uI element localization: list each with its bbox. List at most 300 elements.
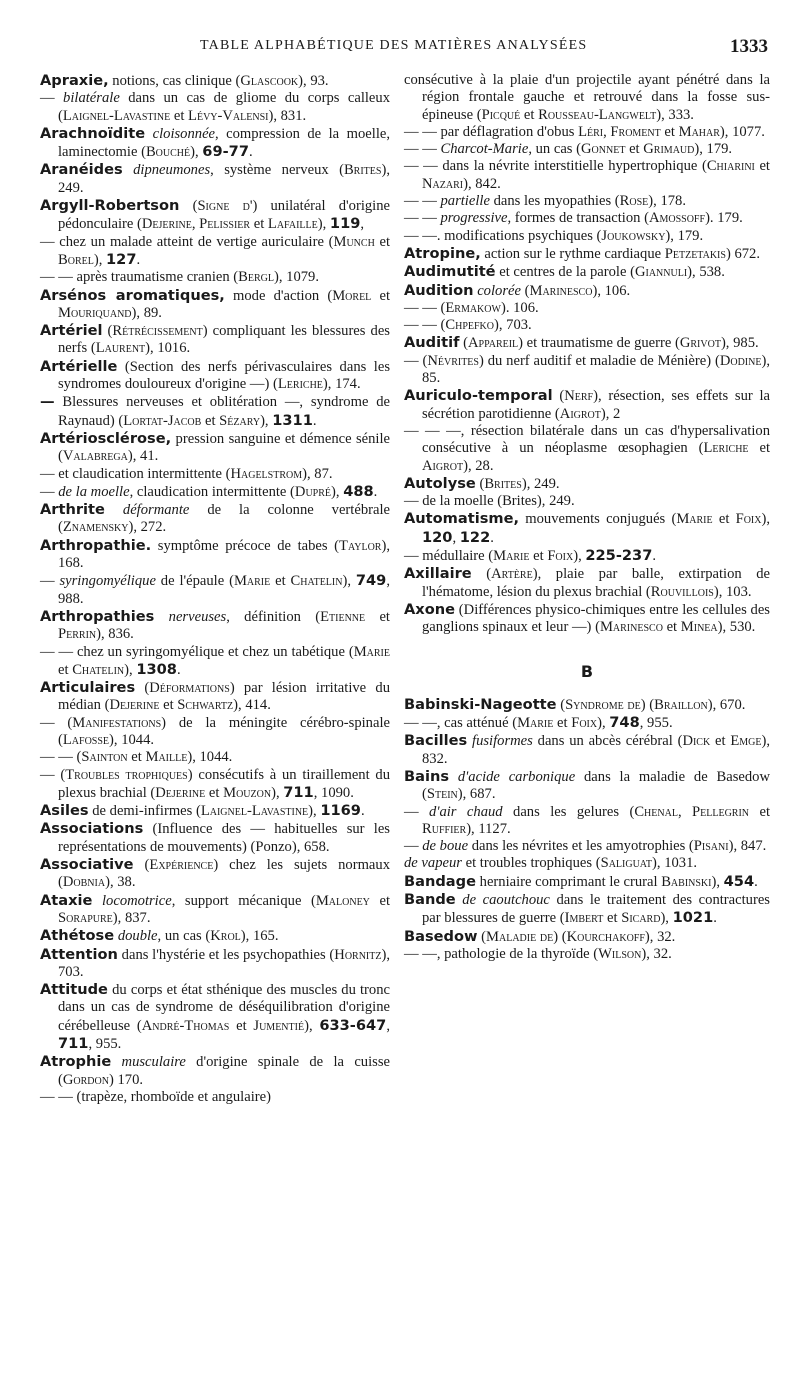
index-entry	[40, 927, 390, 945]
author-name: Maloney	[315, 892, 370, 909]
entry-headword: Asiles	[40, 802, 89, 820]
entry-text: .	[373, 483, 378, 500]
page-reference: 1311	[272, 411, 313, 429]
index-entry	[40, 322, 390, 358]
author-name: Lévy-Valensi	[188, 107, 269, 124]
entry-text: et	[603, 910, 622, 927]
entry-text: ) 170.	[108, 1071, 144, 1088]
author-name: Nerf	[564, 388, 594, 405]
entry-text: ) du nerf auditif et maladie de Ménière) (	[478, 352, 720, 369]
index-entry	[40, 287, 390, 323]
author-name: Lortat-Jacob	[123, 412, 202, 429]
author-name: Brites	[484, 475, 522, 492]
entry-text: dipneumones	[133, 162, 211, 179]
entry-headword: Artérielle	[40, 357, 118, 375]
entry-text: ,	[677, 803, 693, 820]
entry-text: — — après traumatisme cranien (	[40, 269, 239, 286]
entry-text: ),	[317, 216, 330, 233]
entry-text: mode d'action (	[224, 287, 333, 304]
index-entry	[404, 72, 770, 124]
index-entry	[404, 263, 770, 281]
entry-headword: Associations	[40, 820, 144, 838]
entry-text: et	[529, 548, 548, 565]
index-entry	[40, 501, 390, 537]
author-name: Stein	[426, 786, 458, 803]
entry-text: ,	[360, 216, 365, 233]
page-reference: 127	[106, 250, 137, 268]
entry-headword: Articulaires	[40, 679, 136, 697]
entry-text: de vapeur	[404, 855, 462, 872]
entry-text: .	[754, 873, 758, 890]
entry-text: — — chez un syringomyélique et chez un tabétique (	[40, 643, 354, 660]
index-entry	[40, 197, 390, 234]
entry-text: et	[754, 158, 770, 175]
entry-text: double	[117, 928, 158, 945]
author-name: Foix	[735, 511, 762, 528]
running-title: TABLE ALPHABÉTIQUE DES MATIÈRES ANALYSÉES	[200, 38, 588, 53]
section-b-entries	[404, 696, 770, 963]
index-entry	[40, 1089, 390, 1106]
entry-text: ) et traumatisme de guerre (	[518, 335, 680, 352]
entry-text: —	[404, 803, 430, 820]
index-entry	[40, 161, 390, 197]
entry-text: ), 93.	[298, 73, 329, 89]
author-name: Maladie de	[486, 928, 554, 945]
entry-text: — — (	[40, 749, 82, 766]
entry-text: —	[404, 838, 423, 855]
index-entry	[40, 749, 390, 766]
entry-text: dans la maladie de Basedow (	[422, 768, 770, 803]
author-name: Znamensky	[62, 519, 129, 536]
index-entry	[404, 855, 770, 872]
author-name: Marie	[233, 573, 271, 590]
page-reference: 711	[58, 1035, 89, 1053]
author-name: Minea	[680, 619, 718, 636]
entry-text: ), 249.	[58, 162, 390, 196]
entry-text: (Différences physico-chimiques entre les cellules des ganglions spinaux et leur —) (	[422, 601, 770, 636]
entry-text: , formes de transaction (	[507, 210, 649, 227]
author-name: Dejerine	[155, 784, 206, 801]
entry-text: .	[360, 803, 365, 820]
entry-text: — médullaire (	[404, 548, 494, 565]
entry-text: (	[471, 566, 492, 583]
entry-text: , compression de la moelle, laminectomie (	[58, 125, 390, 161]
index-entry	[40, 90, 390, 125]
author-name: Jumentié	[253, 1017, 305, 1034]
entry-text: ), 1127.	[466, 820, 511, 837]
entry-text: ), 106.	[592, 282, 631, 299]
index-entry	[40, 537, 390, 573]
entry-text: , 955.	[639, 715, 673, 732]
author-name: Marie	[353, 643, 390, 660]
entry-text: ),	[260, 412, 273, 429]
index-entry	[40, 820, 390, 856]
author-name: Krol	[210, 928, 241, 945]
author-name: Saliguat	[600, 855, 653, 872]
index-entry	[404, 317, 770, 334]
index-entry	[40, 946, 390, 982]
entry-text: ,	[386, 1017, 390, 1034]
entry-text: ), 836.	[96, 626, 134, 643]
author-name: Schwartz	[177, 697, 234, 714]
index-entry	[404, 946, 770, 963]
entry-headword: Attitude	[40, 981, 108, 999]
entry-text: (	[459, 335, 468, 352]
index-entry	[40, 269, 390, 286]
entry-text: Charcot-Marie	[440, 141, 529, 158]
entry-text: — —. modifications psychiques (	[404, 227, 602, 244]
entry-text: de boue	[422, 838, 469, 855]
page-reference: 120	[422, 528, 453, 546]
index-entry	[40, 234, 390, 270]
entry-text: .	[713, 910, 717, 927]
index-entry	[404, 838, 770, 855]
entry-text: partielle	[440, 193, 490, 210]
entry-text: et	[553, 715, 572, 732]
entry-text: et	[170, 107, 189, 124]
entry-text: ), 538.	[687, 264, 725, 281]
index-entry	[40, 892, 390, 928]
author-name: Névrites	[427, 352, 479, 369]
entry-text: — de la moelle (Brites), 249.	[404, 493, 575, 510]
author-name: Joukowsky	[601, 227, 666, 244]
author-name: Hagelstrom	[230, 465, 303, 482]
author-name: Chatelin	[290, 573, 343, 590]
entry-text: ), 1044.	[109, 731, 155, 748]
entry-text: ), 985.	[720, 335, 759, 352]
page-reference: 633-647	[319, 1016, 387, 1034]
entry-text: ) par lésion irritative du médian (	[58, 680, 390, 714]
author-name: Marie	[493, 548, 530, 565]
entry-text: notions, cas clinique (	[108, 73, 241, 89]
index-entry	[404, 891, 770, 928]
author-name: Picqué	[481, 106, 521, 123]
entry-text: d'acide carbonique	[457, 768, 576, 785]
author-name: Kourchakoff	[566, 928, 645, 945]
author-name: Foix	[547, 548, 574, 565]
author-name: Mahar	[678, 123, 720, 140]
entry-text: et	[712, 511, 736, 528]
index-entry	[40, 466, 390, 483]
page-reference: 225-237	[585, 547, 653, 565]
author-name: Taylor	[339, 537, 382, 554]
author-name: Braillon	[654, 696, 708, 713]
entry-text: ),	[761, 511, 770, 528]
author-name: Borel	[58, 251, 94, 268]
author-name: Bouché	[145, 144, 191, 161]
entry-text: ,	[452, 529, 460, 546]
author-name: Perrin	[58, 626, 97, 643]
entry-headword: Aranéides	[40, 161, 123, 179]
author-name: Valabrega	[62, 448, 128, 465]
entry-headword: Arachnoïdite	[40, 124, 146, 142]
entry-text	[123, 162, 133, 178]
index-entry	[404, 282, 770, 300]
entry-text: — — dans la névrite interstitielle hypertrophique (	[404, 158, 707, 175]
author-name: Troubles trophiques	[65, 766, 188, 783]
entry-text: , définition (	[226, 608, 321, 625]
index-entry	[40, 715, 390, 750]
author-name: Laignel-Lavastine	[200, 803, 309, 820]
entry-headword: Argyll-Robertson	[40, 197, 180, 215]
entry-text: — —	[404, 210, 441, 227]
author-name: Syndrome de	[565, 696, 641, 713]
entry-text: — — (trapèze, rhomboïde et angulaire)	[40, 1088, 271, 1105]
author-name: Morel	[332, 287, 372, 304]
entry-text: ), 165.	[240, 928, 279, 945]
entry-text: et centres de la parole (	[495, 264, 635, 281]
entry-text: ),	[573, 548, 586, 565]
entry-text: ,	[191, 216, 200, 233]
entry-headword: Bande	[404, 891, 456, 909]
author-name: Rétrécissement	[112, 323, 203, 340]
entry-text: .	[136, 251, 141, 268]
index-entry	[40, 358, 390, 394]
entry-text: ), 87.	[302, 465, 333, 482]
entry-headword: Audition	[404, 281, 474, 299]
author-name: Petzetakis	[664, 245, 726, 262]
entry-text: ), résection, ses effets sur la sécrétion parotidienne (	[422, 388, 771, 422]
entry-headword: Basedow	[404, 927, 478, 945]
page-reference: 122	[459, 528, 491, 546]
author-name: Dupré	[294, 483, 332, 500]
page-number: 1333	[730, 36, 768, 57]
entry-text: ),	[308, 803, 321, 820]
entry-text: ), 41.	[127, 448, 159, 465]
entry-text: progressive	[440, 210, 508, 227]
index-entry	[40, 679, 390, 715]
entry-text: ), 670.	[707, 696, 746, 713]
entry-text: ) compliquant les blessures des nerfs (	[58, 323, 390, 357]
entry-text: ),	[597, 715, 610, 732]
page-reference: 1021	[672, 909, 714, 927]
entry-headword: Atrophie	[40, 1053, 112, 1071]
author-name: Déformations	[149, 680, 230, 697]
index-entry	[404, 928, 770, 946]
entry-text: ), 179.	[665, 227, 704, 244]
entry-text: — — (	[404, 299, 446, 316]
author-name: Pellegrin	[692, 803, 750, 820]
entry-text: —	[40, 90, 64, 107]
entry-text: ), plaie par balle, extirpation de l'hématome, lésion du plexus brachial (	[422, 566, 770, 600]
entry-text: ), 837.	[112, 909, 151, 926]
index-entry	[404, 334, 770, 352]
author-name: Signe d'	[197, 198, 253, 215]
entry-text: ), 333.	[656, 106, 694, 123]
page-reference: 1308	[136, 660, 177, 678]
entry-text: — —, cas atténué (	[404, 715, 518, 732]
author-name: Gordon	[62, 1071, 109, 1088]
author-name: Chiarini	[706, 158, 755, 175]
entry-text: ), 1016.	[145, 340, 191, 357]
author-name: Lafaille	[267, 216, 318, 233]
index-entry	[404, 714, 770, 732]
index-entry	[40, 856, 390, 892]
entry-text: et	[625, 141, 644, 158]
index-entry	[404, 300, 770, 317]
entry-text: ), 687.	[457, 786, 496, 803]
entry-text: ), 174.	[322, 376, 361, 393]
author-name: Imbert	[564, 910, 604, 927]
author-name: Rousseau-Langwelt	[538, 106, 657, 123]
left-column	[40, 72, 390, 1106]
entry-headword: Arthropathie.	[40, 536, 152, 554]
author-name: Laignel-Lavastine	[62, 107, 171, 124]
index-entry	[404, 141, 770, 158]
entry-text: et	[201, 412, 220, 429]
entry-text: ) de la méningite cérébro-spinale (	[58, 714, 390, 748]
entry-headword: Auriculo-temporal	[404, 387, 553, 405]
entry-text: ),	[342, 573, 356, 590]
entry-text: ), 178.	[648, 193, 686, 210]
entry-text: ), 32.	[641, 945, 672, 962]
entry-headword: Arthropathies	[40, 607, 155, 625]
page-reference: 1169	[320, 802, 361, 820]
index-entry	[404, 873, 770, 891]
entry-text: et	[748, 440, 770, 457]
entry-text: dans un cas de gliome du corps calleux (	[58, 90, 390, 124]
author-name: Dejerine	[141, 216, 192, 233]
author-name: Sicard	[621, 910, 661, 927]
entry-text: ), 249.	[521, 475, 560, 492]
entry-headword: Audimutité	[404, 263, 496, 281]
entry-text: ), 89.	[131, 304, 162, 321]
author-name: Hornitz	[334, 946, 382, 963]
entry-text: (Influence des — habituelles sur les représentations de mouvements) (Ponzo), 658.	[58, 821, 390, 855]
entry-headword: Arthrite	[40, 501, 105, 519]
entry-text: et	[250, 216, 268, 233]
entry-text: et	[229, 1017, 254, 1034]
author-name: Appareil	[467, 335, 519, 352]
entry-text: dans un abcès cérébral (	[532, 733, 683, 750]
entry-text: — — par déflagration d'obus	[404, 123, 579, 140]
author-name: Leriche	[703, 440, 749, 457]
entry-text: — et claudication intermittente (	[40, 465, 231, 482]
entry-headword: Auditif	[404, 334, 460, 352]
author-name: Froment	[610, 123, 661, 140]
entry-text: de la moelle	[58, 483, 130, 500]
index-entry	[40, 767, 390, 803]
entry-text: dans l'hystérie et les psychopathies (	[117, 946, 335, 963]
author-name: Ruffier	[422, 820, 467, 837]
author-name: Mouriquand	[58, 304, 132, 321]
entry-text: de caoutchouc	[462, 892, 550, 909]
entry-headword: Axone	[404, 600, 456, 618]
entry-text: , 955.	[88, 1036, 122, 1053]
index-entry	[404, 732, 770, 768]
author-name: Ermakow	[445, 299, 501, 316]
author-name: Artère	[491, 566, 533, 583]
entry-text: .	[248, 144, 253, 161]
entry-text: dans les gelures (	[502, 803, 635, 820]
entry-headword: Babinski-Nageotte	[404, 695, 557, 713]
page-reference: 69-77	[202, 143, 249, 161]
entry-text: (	[135, 680, 150, 697]
entry-text: d'origine spinale de la cuisse (	[58, 1054, 390, 1088]
page-header	[0, 38, 800, 64]
index-entry	[404, 475, 770, 493]
index-entry	[404, 124, 770, 141]
entry-text: .	[652, 548, 657, 565]
entry-text: ) chez les sujets normaux (	[58, 857, 391, 891]
entry-text: consécutive à la plaie d'un projectile ayant pénétré dans la région frontale gauche et retrouvé dans la fosse sus-épineuse (	[404, 72, 770, 123]
author-name: Aigrot	[422, 457, 464, 474]
entry-text: et	[365, 608, 390, 625]
author-name: Giannuli	[634, 264, 688, 281]
entry-text: — (	[40, 766, 66, 783]
entry-text: (	[520, 282, 530, 299]
entry-headword: Artériel	[40, 322, 103, 340]
author-name: Léri	[578, 123, 604, 140]
author-name: Sorapure	[58, 909, 113, 926]
author-name: Glascook	[240, 73, 299, 89]
entry-text: colorée	[477, 282, 521, 299]
author-name: Wilson	[598, 945, 642, 962]
entry-headword: Bandage	[404, 872, 476, 890]
entry-text	[105, 502, 123, 518]
author-name: Marinesco	[529, 282, 593, 299]
entry-text: ), 414.	[233, 697, 271, 714]
entry-text: , un cas (	[157, 928, 211, 945]
entry-headword: Automatisme,	[404, 510, 520, 528]
entry-text: ),	[660, 910, 673, 927]
entry-text: ), 1044.	[187, 749, 233, 766]
author-name: Marie	[676, 511, 713, 528]
entry-text: fusiformes	[472, 733, 533, 750]
entry-text: — chez un malade atteint de vertige auriculaire (	[40, 233, 334, 250]
entry-text: — —, pathologie de la thyroïde (	[404, 945, 599, 962]
page-reference: 488	[343, 482, 374, 500]
index-entry	[404, 423, 770, 475]
entry-text: —	[40, 573, 60, 590]
entry-text: ),	[271, 784, 284, 801]
author-name: André-Thomas	[141, 1017, 230, 1034]
author-name: Grimaud	[643, 141, 695, 158]
entry-headword: Athétose	[40, 927, 115, 945]
index-entry	[40, 608, 390, 644]
entry-text: ), 2	[600, 405, 621, 422]
index-entry	[40, 125, 390, 162]
entry-headword: Apraxie,	[40, 72, 109, 89]
section-letter: B	[580, 661, 594, 681]
entry-text: ), 703.	[58, 946, 390, 980]
entry-text: , support mécanique (	[171, 892, 316, 909]
entry-text: ), 179.	[694, 141, 733, 158]
author-name: Pisani	[693, 838, 729, 855]
entry-text: dans le traitement des contractures par blessures de guerre (	[422, 892, 770, 927]
entry-headword: —	[40, 393, 55, 411]
index-entry	[40, 644, 390, 680]
author-name: Amossoff	[648, 210, 706, 227]
entry-text: musculaire	[121, 1054, 186, 1071]
entry-text: de demi-infirmes (	[88, 803, 201, 820]
author-name: Foix	[571, 715, 598, 732]
entry-text: ), 272.	[128, 519, 167, 536]
author-name: Aigrot	[559, 405, 601, 422]
entry-headword: Autolyse	[404, 474, 476, 492]
index-entry	[40, 1053, 390, 1089]
page-reference: 454	[723, 872, 755, 890]
index-entry	[40, 802, 390, 820]
author-name: Munch	[333, 233, 375, 250]
author-name: Chenal	[634, 803, 678, 820]
entry-headword: Attention	[40, 945, 118, 963]
entry-text: et troubles trophiques (	[461, 855, 601, 872]
right-column	[404, 72, 770, 963]
entry-text: — (	[404, 352, 428, 369]
entry-text: (	[475, 475, 485, 492]
entry-text: et	[205, 784, 224, 801]
